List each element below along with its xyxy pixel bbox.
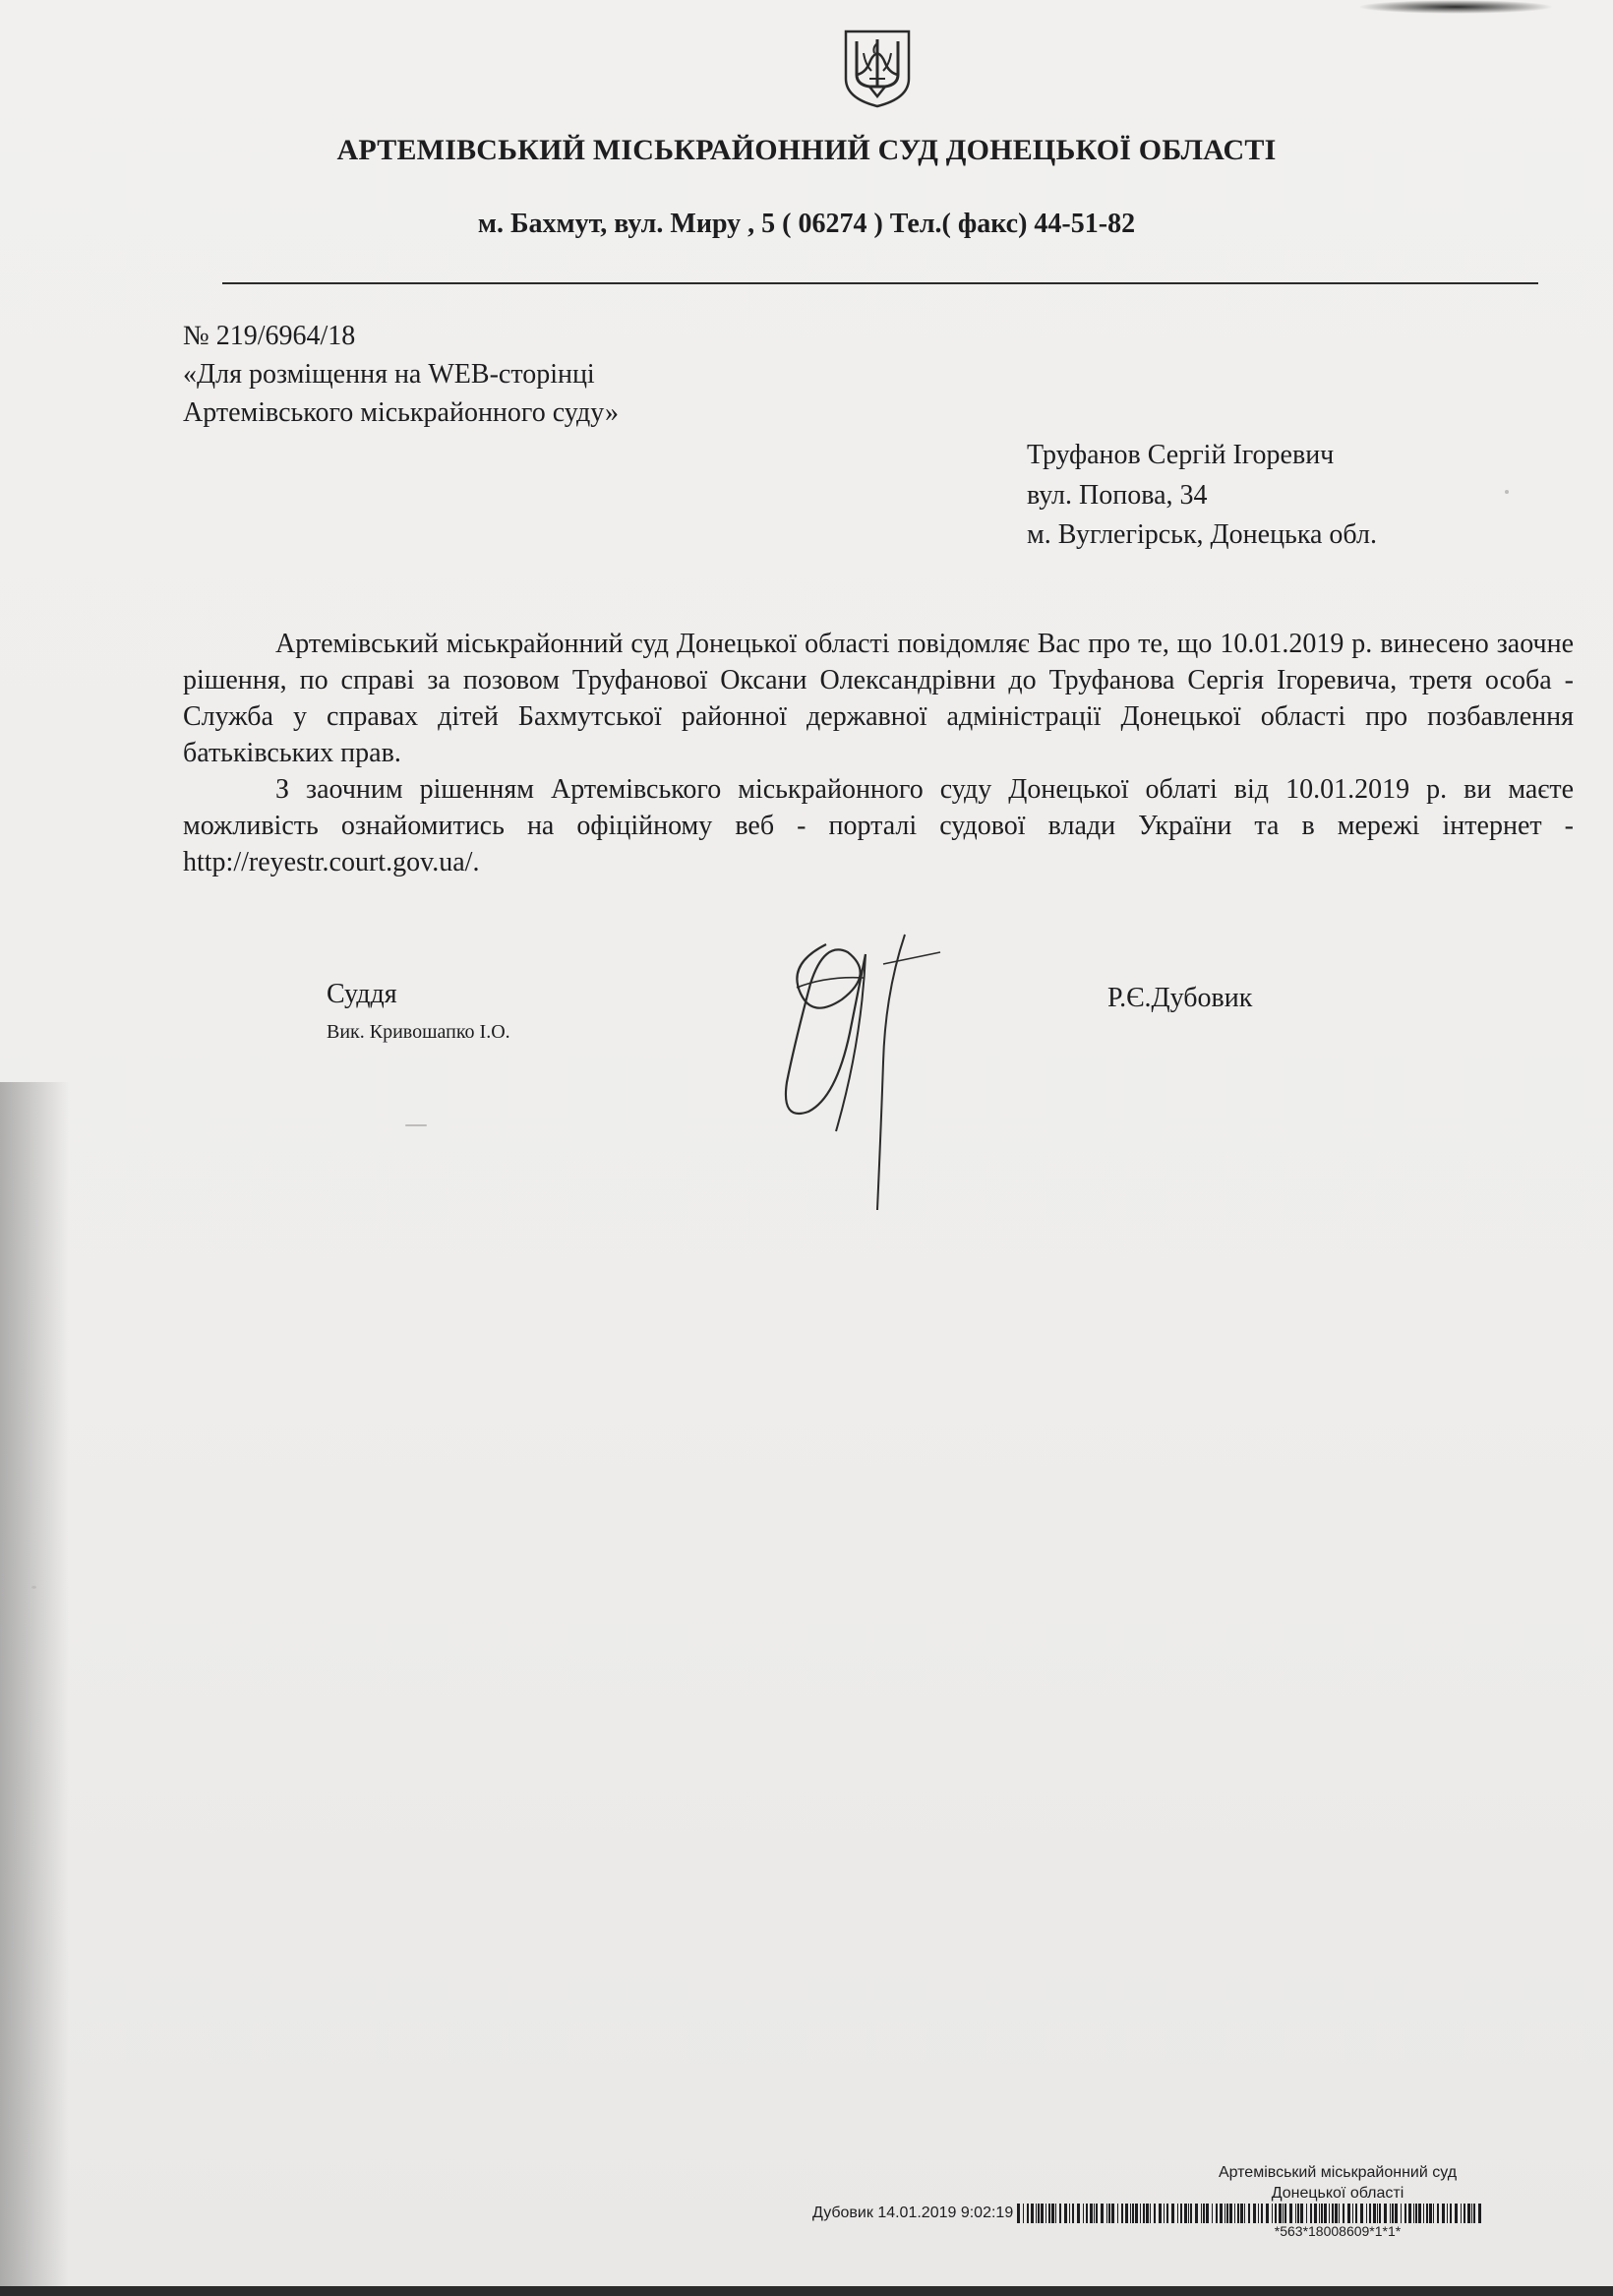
stamp-barcode-text: *563*18008609*1*1* <box>1274 2223 1402 2239</box>
court-name: АРТЕМІВСЬКИЙ МІСЬКРАЙОННИЙ СУД ДОНЕЦЬКОЇ ОБЛАСТІ <box>336 134 1277 166</box>
barcode-bar <box>1206 2204 1209 2223</box>
barcode-bar <box>1143 2204 1145 2223</box>
barcode-bar <box>1111 2204 1114 2223</box>
barcode-bar <box>1159 2204 1162 2223</box>
addressee-street: вул. Попова, 34 <box>1027 480 1208 511</box>
barcode-bar <box>1332 2204 1334 2223</box>
paper-speck <box>1505 490 1509 494</box>
barcode-bar <box>1433 2204 1434 2223</box>
barcode-bar <box>1379 2204 1381 2223</box>
barcode-bar <box>1240 2204 1243 2223</box>
handwritten-signature <box>767 925 964 1220</box>
barcode-bar <box>1426 2204 1428 2223</box>
barcode-bar <box>1258 2204 1259 2223</box>
barcode-bar <box>1306 2204 1307 2223</box>
trident-emblem-icon <box>840 28 915 108</box>
stamp-org-line-1: Артемівський міськрайонний суд <box>1218 2164 1458 2181</box>
barcode-bar <box>1072 2204 1074 2223</box>
barcode-bar <box>1473 2204 1475 2223</box>
barcode-bar <box>1201 2204 1202 2223</box>
executor-name: Вик. Кривошапко І.О. <box>327 1021 510 1043</box>
barcode-bar <box>1314 2204 1317 2223</box>
barcode-bar <box>1467 2204 1470 2223</box>
barcode-bar <box>1108 2204 1110 2223</box>
barcode-bar <box>1279 2204 1282 2223</box>
barcode-bar <box>1464 2204 1465 2223</box>
barcode-icon <box>1017 2204 1485 2223</box>
barcode-bar <box>1121 2204 1123 2223</box>
barcode-bar <box>1244 2204 1245 2223</box>
stamp-signature-line <box>812 2204 1485 2223</box>
barcode-bar <box>1352 2204 1353 2223</box>
barcode-bar <box>1090 2204 1093 2223</box>
barcode-bar <box>1069 2204 1070 2223</box>
barcode-bar <box>1272 2204 1273 2223</box>
barcode-bar <box>1437 2204 1439 2223</box>
barcode-bar <box>1130 2204 1131 2223</box>
barcode-bar <box>1447 2204 1448 2223</box>
barcode-bar <box>1319 2204 1320 2223</box>
barcode-bar <box>1266 2204 1269 2223</box>
scan-shadow-left <box>0 1082 69 2296</box>
barcode-bar <box>1083 2204 1084 2223</box>
barcode-bar <box>1203 2204 1205 2223</box>
barcode-bar <box>1392 2204 1394 2223</box>
barcode-bar <box>1220 2204 1223 2223</box>
barcode-bar <box>1216 2204 1218 2223</box>
barcode-bar <box>1164 2204 1165 2223</box>
barcode-bar <box>1401 2204 1402 2223</box>
barcode-bar <box>1248 2204 1250 2223</box>
addressee-city: м. Вуглегірськ, Донецька обл. <box>1027 519 1377 550</box>
barcode-bar <box>1177 2204 1178 2223</box>
signer-role: Суддя <box>327 979 397 1009</box>
barcode-bar <box>1384 2204 1387 2223</box>
barcode-bar <box>1369 2204 1371 2223</box>
barcode-bar <box>1339 2204 1340 2223</box>
scan-shadow-top <box>1357 0 1554 14</box>
barcode-bar <box>1284 2204 1286 2223</box>
barcode-bar <box>1045 2204 1046 2223</box>
barcode-bar <box>1031 2204 1034 2223</box>
barcode-bar <box>1471 2204 1472 2223</box>
barcode-bar <box>1335 2204 1338 2223</box>
barcode-bar <box>1429 2204 1432 2223</box>
barcode-bar <box>1027 2204 1029 2223</box>
header-divider <box>222 282 1538 284</box>
barcode-bar <box>1300 2204 1303 2223</box>
barcode-bar <box>1086 2204 1088 2223</box>
barcode-bar <box>1036 2204 1037 2223</box>
barcode-bar <box>1377 2204 1378 2223</box>
barcode-bar <box>1064 2204 1067 2223</box>
barcode-bar <box>1324 2204 1327 2223</box>
barcode-bar <box>1283 2204 1284 2223</box>
barcode-bar <box>1395 2204 1398 2223</box>
paper-speck <box>405 1124 427 1126</box>
barcode-bar <box>1051 2204 1054 2223</box>
stamp-signed-by: Дубовик 14.01.2019 9:02:19 <box>812 2205 1014 2221</box>
barcode-bar <box>1180 2204 1182 2223</box>
barcode-bar <box>1226 2204 1228 2223</box>
barcode-bar <box>1415 2204 1417 2223</box>
barcode-bar <box>1390 2204 1391 2223</box>
barcode-bar <box>1117 2204 1118 2223</box>
barcode-bar <box>1048 2204 1050 2223</box>
barcode-bar <box>1442 2204 1445 2223</box>
barcode-bar <box>1461 2204 1462 2223</box>
barcode-bar <box>1355 2204 1357 2223</box>
notice-paragraph-1: Артемівський міськрайонний суд Донецької області повідомляє Вас про те, що 10.01.2019 р. винесено заочне рішення, по справі за позовом Труфанової Оксани Олександрівни до Труфанова Сергія Ігоревича, третя особа - Служба у справах дітей Бахмутської районної державної адміністрації Донецької області про позбавлення батьківських прав. <box>183 629 1574 768</box>
notice-paragraph-2: З заочним рішенням Артемівського міськрайонного суду Донецької облаті від 10.01.2019 р. ви маєте можливість ознайомитись на офіційному веб - порталі судової влади України та в мережі інтернет - http://reyestr.court.gov.ua/. <box>183 774 1574 877</box>
barcode-bar <box>1343 2204 1344 2223</box>
barcode-bar <box>1450 2204 1452 2223</box>
barcode-bar <box>1455 2204 1458 2223</box>
barcode-bar <box>1023 2204 1024 2223</box>
barcode-bar <box>1132 2204 1134 2223</box>
barcode-bar <box>1059 2204 1061 2223</box>
barcode-bar <box>1289 2204 1292 2223</box>
barcode-bar <box>1101 2204 1104 2223</box>
barcode-bar <box>1373 2204 1376 2223</box>
barcode-bar <box>1106 2204 1107 2223</box>
paper-speck <box>31 1586 36 1589</box>
barcode-bar <box>1275 2204 1277 2223</box>
stamp-org-line-2: Донецької області <box>1271 2185 1404 2202</box>
barcode-bar <box>1055 2204 1056 2223</box>
barcode-bar <box>1234 2204 1235 2223</box>
barcode-bar <box>1212 2204 1213 2223</box>
barcode-bar <box>1190 2204 1192 2223</box>
addressee-name: Труфанов Сергій Ігоревич <box>1027 440 1335 470</box>
barcode-bar <box>1154 2204 1156 2223</box>
barcode-bar <box>1253 2204 1256 2223</box>
barcode-bar <box>1096 2204 1098 2223</box>
web-note-line-2: Артемівського міськрайонного суду» <box>183 397 619 428</box>
barcode-bar <box>1229 2204 1232 2223</box>
barcode-bar <box>1310 2204 1312 2223</box>
barcode-bar <box>1478 2204 1481 2223</box>
court-address: м. Бахмут, вул. Миру , 5 ( 06274 ) Тел.( факс) 44-51-82 <box>477 209 1136 239</box>
scan-border-bottom <box>0 2286 1613 2296</box>
barcode-bar <box>1135 2204 1138 2223</box>
barcode-bar <box>1404 2204 1406 2223</box>
case-number: № 219/6964/18 <box>183 321 356 351</box>
notice-body <box>183 626 1574 880</box>
stamp-organization <box>1111 2162 1564 2204</box>
barcode-bar <box>1125 2204 1128 2223</box>
barcode-bar <box>1237 2204 1239 2223</box>
barcode-bar <box>1166 2204 1168 2223</box>
barcode-bar <box>1140 2204 1141 2223</box>
barcode-bar <box>1017 2204 1020 2223</box>
barcode-bar <box>1297 2204 1299 2223</box>
barcode-bar <box>1171 2204 1174 2223</box>
barcode-bar <box>1146 2204 1149 2223</box>
barcode-bar <box>1366 2204 1367 2223</box>
barcode-bar <box>1423 2204 1424 2223</box>
barcode-bar <box>1295 2204 1296 2223</box>
barcode-bar <box>1188 2204 1189 2223</box>
web-note-line-1: «Для розміщення на WEB-сторінці <box>183 359 595 390</box>
barcode-bar <box>1038 2204 1040 2223</box>
judge-name: Р.Є.Дубовик <box>1107 983 1253 1013</box>
barcode-bar <box>1321 2204 1323 2223</box>
barcode-bar <box>1094 2204 1095 2223</box>
barcode-bar <box>1077 2204 1080 2223</box>
barcode-bar <box>1041 2204 1044 2223</box>
barcode-bar <box>1347 2204 1350 2223</box>
barcode-bar <box>1150 2204 1151 2223</box>
barcode-bar <box>1413 2204 1414 2223</box>
barcode-bar <box>1195 2204 1198 2223</box>
barcode-bar <box>1329 2204 1330 2223</box>
barcode-bar <box>1360 2204 1363 2223</box>
barcode-bar <box>1184 2204 1187 2223</box>
barcode-bar <box>1261 2204 1263 2223</box>
barcode-bar <box>1408 2204 1411 2223</box>
barcode-bar <box>1418 2204 1421 2223</box>
